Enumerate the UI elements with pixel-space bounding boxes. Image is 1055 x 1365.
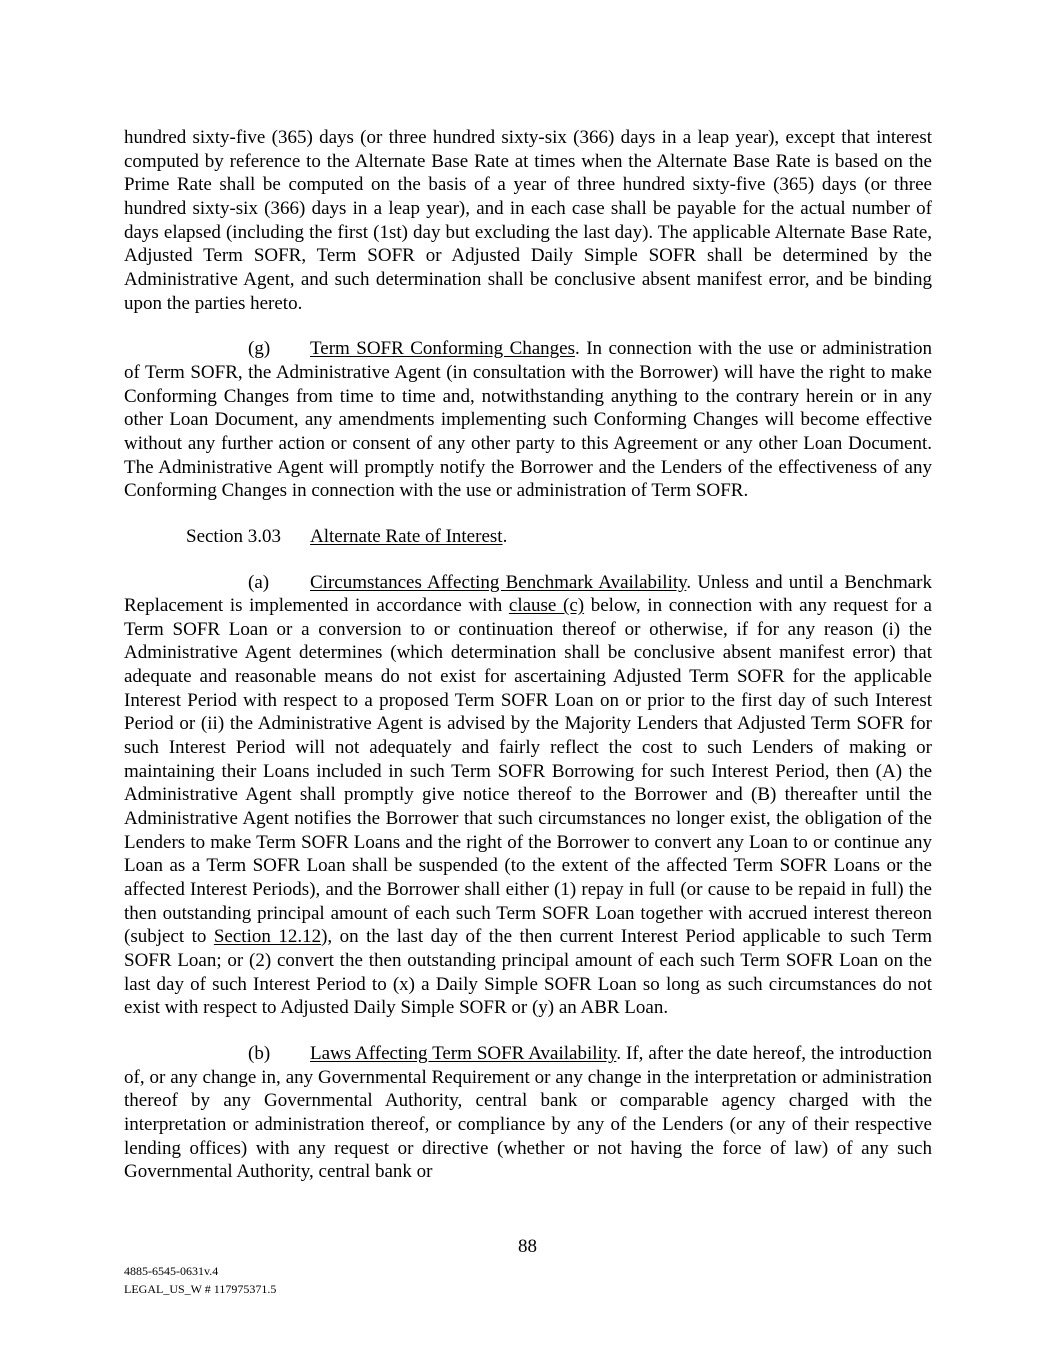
subsection-a-heading-punct: .: [686, 571, 692, 593]
continuation-paragraph: hundred sixty-five (365) days (or three hundred sixty-six (366) days in a leap year), except that interest computed by reference to the Alternate Base Rate at times when the Alternate Base Rate is based on the Prime Rate shall be computed on the basis of a year of three hundred sixty-five (365) days (or three hundred sixty-six (366) days in a leap year), and in each case shall be payable for the actual number of days elapsed (including the first (1st) day but excluding the last day). The applicable Alternate Base Rate, Adjusted Term SOFR, Term SOFR or Adjusted Daily Simple SOFR shall be determined by the Administrative Agent, and such determination shall be conclusive absent manifest error, and be binding upon the parties hereto.: [124, 127, 932, 314]
subsection-b-label: (b): [248, 1042, 271, 1064]
subsection-a-body-part2: below, in connection with any request for a Term SOFR Loan or a conversion to or continuation thereof or otherwise, if for any reason (i) the Administrative Agent determines (which determination shall be conclusive absent manifest error) that adequate and reasonable means do not exist for ascertaining Adjusted Term SOFR for the applicable Interest Period with respect to a proposed Term SOFR Loan on or prior to the first day of such Interest Period or (ii) the Administrative Agent is advised by the Majority Lenders that Adjusted Term SOFR for such Interest Period will not adequately and fairly reflect the cost to such Lenders of making or maintaining their Loans included in such Term SOFR Borrowing for such Interest Period, then (A) the Administrative Agent shall promptly give notice thereof to the Borrower and (B) thereafter until the Administrative Agent notifies the Borrower that such circumstances no longer exist, the obligation of the Lenders to make Term SOFR Loans and the right of the Borrower to convert any Loan to or continue any Loan as a Term SOFR Loan shall be suspended (to the extent of the affected Term SOFR Loans or the affected Interest Periods), and the Borrower shall either (1) repay in full (or cause to be repaid in full) the then outstanding principal amount of each such Term SOFR Loan together with accrued interest thereon (subject to: [124, 595, 932, 948]
subsection-a-label: (a): [248, 571, 270, 593]
subsection-g-heading: Term SOFR Conforming Changes: [310, 338, 576, 360]
subsection-g-heading-punct: .: [575, 338, 580, 360]
document-body: [124, 126, 932, 1184]
subsection-g-label: (g): [248, 338, 271, 360]
subsection-a-body-part1: Unless and until a Benchmark Replacement is implemented in accordance with: [124, 571, 932, 617]
section-3-03-label: Section 3.03: [186, 525, 281, 547]
subsection-b-heading-punct: .: [616, 1042, 622, 1064]
footer-doc-id: 4885-6545-0631v.4: [124, 1264, 219, 1278]
subsection-b-heading: Laws Affecting Term SOFR Availability: [310, 1042, 617, 1064]
section-12-12-reference: Section 12.12: [213, 926, 322, 948]
subsection-g-body: In connection with the use or administration of Term SOFR, the Administrative Agent (in consultation with the Borrower) will have the right to make Conforming Changes from time to time and, notwithstanding anything to the contrary herein or in any other Loan Document, any amendments implementing such Conforming Changes will become effective without any further action or consent of any other party to this Agreement or any other Loan Document. The Administrative Agent will promptly notify the Borrower and the Lenders of the effectiveness of any Conforming Changes in connection with the use or administration of Term SOFR.: [124, 338, 932, 502]
section-3-03-heading: [124, 525, 932, 549]
clause-c-reference: clause (c): [508, 595, 585, 617]
subsection-a-heading: Circumstances Affecting Benchmark Availability: [310, 571, 687, 593]
section-3-03-title-punct: .: [502, 525, 508, 547]
subsection-g: [124, 337, 932, 503]
section-3-03-title: Alternate Rate of Interest: [310, 525, 503, 547]
footer-legal-id: LEGAL_US_W # 117975371.5: [124, 1282, 277, 1296]
subsection-b-body: If, after the date hereof, the introduction of, or any change in, any Governmental Requirement or any change in the interpretation or administration thereof by any Governmental Authority, central bank or comparable agency charged with the interpretation or administration thereof, or compliance by any of the Lenders (or any of their respective lending offices) with any request or directive (whether or not having the force of law) of any such Governmental Authority, central bank or: [124, 1042, 932, 1183]
subsection-a-body-part3: ), on the last day of the then current Interest Period applicable to such Term SOFR Loan; or (2) convert the then outstanding principal amount of each such Term SOFR Loan on the last day of such Interest Period to (x) a Daily Simple SOFR Loan so long as such circumstances do not exist with respect to Adjusted Daily Simple SOFR or (y) an ABR Loan.: [124, 926, 932, 1019]
document-footer: [124, 1262, 276, 1298]
page-number: 88: [518, 1236, 537, 1257]
subsection-b: [124, 1042, 932, 1184]
subsection-a: [124, 571, 932, 1020]
